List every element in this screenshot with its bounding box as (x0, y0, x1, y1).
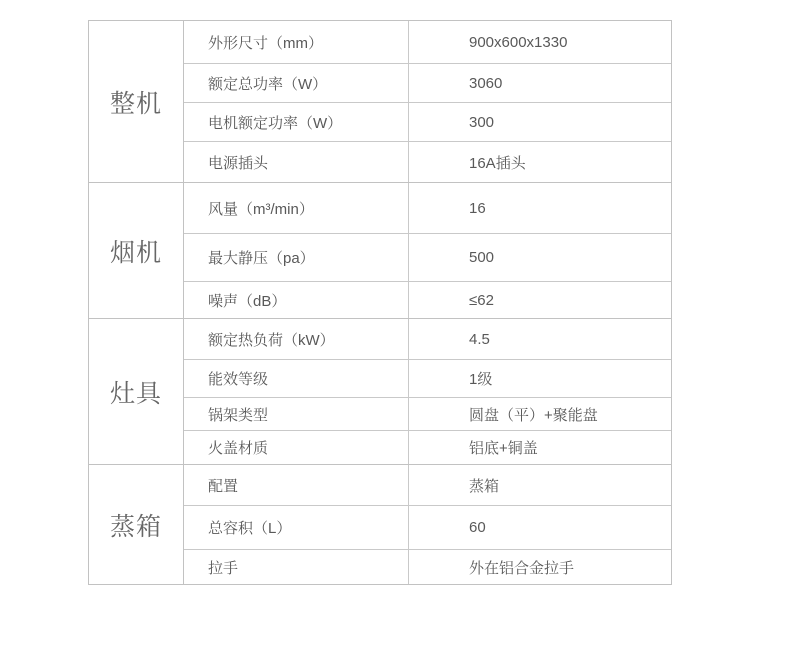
spec-label: 总容积（L） (184, 506, 409, 549)
spec-row (184, 506, 671, 550)
spec-value: 300 (469, 113, 495, 131)
spec-label: 拉手 (184, 550, 409, 584)
spec-label: 额定热负荷（kW） (184, 319, 409, 359)
group-label: 蒸箱 (89, 465, 184, 584)
spec-group-stove (89, 319, 671, 465)
spec-row (184, 183, 671, 234)
spec-row (184, 103, 671, 142)
spec-group-steam-box (89, 465, 671, 584)
spec-row (184, 282, 671, 318)
spec-label: 电源插头 (184, 142, 409, 182)
spec-value: 3060 (469, 74, 503, 92)
spec-label: 能效等级 (184, 360, 409, 397)
spec-label: 最大静压（pa） (184, 234, 409, 281)
group-rows (184, 319, 671, 464)
spec-value: 500 (469, 249, 495, 266)
spec-label: 风量（m³/min） (184, 183, 409, 233)
spec-value: 60 (469, 519, 486, 536)
spec-row (184, 319, 671, 360)
spec-row (184, 64, 671, 103)
spec-group-whole-machine (89, 21, 671, 183)
spec-row (184, 21, 671, 64)
spec-row (184, 550, 671, 584)
group-rows (184, 21, 671, 182)
spec-label: 电机额定功率（W） (184, 103, 409, 141)
spec-value: 1级 (469, 371, 493, 388)
spec-value: 16A插头 (469, 154, 526, 172)
spec-value: 16 (469, 199, 486, 217)
spec-label: 额定总功率（W） (184, 64, 409, 102)
spec-row (184, 398, 671, 431)
spec-value: 外在铝合金拉手 (469, 559, 575, 577)
spec-value: 蒸箱 (469, 477, 500, 495)
spec-label: 外形尺寸（mm） (184, 21, 409, 63)
spec-label: 火盖材质 (184, 431, 409, 464)
spec-label: 噪声（dB） (184, 282, 409, 318)
spec-row (184, 234, 671, 282)
spec-row (184, 431, 671, 464)
group-label: 烟机 (89, 183, 184, 318)
spec-group-range-hood (89, 183, 671, 319)
spec-row (184, 142, 671, 182)
group-label: 整机 (89, 21, 184, 182)
spec-label: 配置 (184, 465, 409, 505)
spec-value: 铝底+铜盖 (469, 440, 538, 457)
spec-value: 圆盘（平）+聚能盘 (469, 406, 598, 424)
group-rows (184, 465, 671, 584)
spec-row (184, 360, 671, 398)
spec-value: 900x600x1330 (469, 33, 568, 51)
group-rows (184, 183, 671, 318)
spec-value: 4.5 (469, 330, 490, 348)
group-label: 灶具 (89, 319, 184, 464)
spec-row (184, 465, 671, 506)
spec-value: ≤62 (469, 291, 494, 309)
spec-label: 锅架类型 (184, 398, 409, 430)
spec-table (88, 20, 672, 585)
